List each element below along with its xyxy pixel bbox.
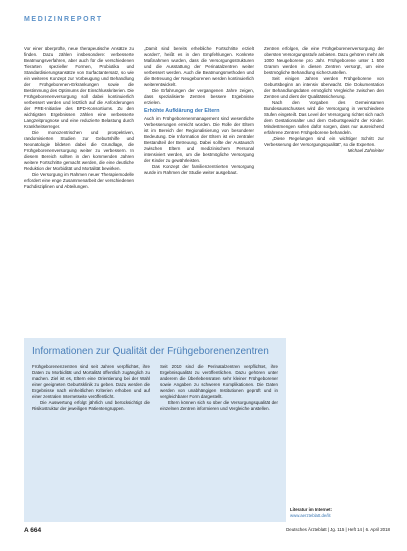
paragraph: Die monozentrischen und prospektiven, randomisierten Studien zur Geburtshilfe und Neonatologie bildeten dabei die Grundlage, die Frühgeborenenversorgung weiter zu verbessern. In diesem Bereich sollten in den kommenden Jahren weitere Fortschritte gemacht werden, die eine deutliche Reduktion der Morbidität und Mortalität bewirken. — [24, 130, 134, 171]
literature-link[interactable]: www.aerzteblatt.de/lit — [290, 512, 331, 518]
literature-label: Literatur im Internet: — [290, 507, 333, 512]
paragraph: Auch im Frühgeborenenmanagement sind wesentliche Verbesserungen erreicht worden. Die Rolle der Eltern ist im Bereich der Regionalisierung von besonderer Bedeutung. Die Information der Eltern ist ein zentraler Bestandteil der Betreuung. Dabei sollte der Austausch zwischen Eltern und medizinischem Personal intensiviert werden, um die bestmögliche Versorgung der Kinder zu gewährleisten. — [144, 116, 254, 163]
paragraph: Seit einigen Jahren werden Frühgeborene von Geburtsbeginn an intensiv überwacht. Die Dokumentation der Behandlungsdaten ermöglicht Vergleiche zwischen den Zentren und dient der Qualitätssicherung. — [264, 76, 384, 99]
paragraph: Vor einer überprüfte, neue therapeutische Ansätze zu finden. Dazu zählen insbesondere: verbesserte Beatmungsverfahren, aber auch für die verschiedenen Tierarten spezieller Formen, Probiotika und Standardisierungsansätze von Surfactantersatz, so wie ein weiteres Konzept zur Vorbeugung und Behandlung der Frühgeborenen-Erkrankungen sowie die Bestimmung des Optimums der Einschlusskriterien. Die Frühgeborenenversorgung soll dabei kontinuierlich verbessert werden und letztlich auf die Anforderungen der PRE-Initiative des BPD-Konsortiums. Zu den wichtigsten Ergebnissen zählen eine verbesserte Langzeitprognose und eine reduzierte Belastung durch Krankheitserreger. — [24, 46, 134, 129]
info-box-column-1 — [32, 364, 150, 412]
section-header: MEDIZINREPORT — [24, 16, 103, 23]
article-column-2 — [144, 46, 254, 176]
journal-citation: Deutsches Ärzteblatt | Jg. 115 | Heft 14 | 6. April 2018 — [286, 527, 390, 532]
literature-box — [290, 507, 390, 518]
page-footer — [0, 527, 407, 547]
paragraph: Frühgeborenenzentren sind seit Jahren verpflichtet, ihre Daten zu Morbidität und Mortalität öffentlich zugänglich zu machen. Ziel ist es, Eltern eine Orientierung bei der Wahl einer geeigneten Geburtsklinik zu geben. Dazu werden die Ergebnisse nach einheitlichen Kriterien erhoben und auf einer zentralen Internetseite veröffentlicht. — [32, 364, 150, 399]
author-signature: Michael Zahnleiter — [347, 148, 384, 153]
paragraph: Die Erfahrungen der vergangenen Jahre zeigen, dass spezialisierte Zentren bessere Ergebnisse erzielen. — [144, 88, 254, 105]
paragraph: Nach den Vorgaben des Gemeinsamen Bundesausschusses wird die Versorgung in verschiedene Stufen eingeteilt. Das Level der Versorgung richtet sich nach dem Gestationsalter und dem Geburtsgewicht der Kinder. Mindestmengen sollen dafür sorgen, dass nur ausreichend erfahrene Zentren Frühgeborene behandeln. — [264, 100, 384, 135]
paragraph: Das Konzept der familienzentrierten Versorgung wurde im Rahmen der Studie weiter ausgebaut. — [144, 164, 254, 175]
article-column-1 — [24, 46, 134, 190]
paragraph: Die Auswertung erfolgt jährlich und berücksichtigt die Risikostruktur der jeweiligen Patientengruppen. — [32, 400, 150, 411]
info-box — [24, 338, 286, 522]
info-box-title: Informationen zur Qualität der Frühgeborenenzentren — [32, 346, 269, 357]
paragraph: Zentren erfolgen, die eine Frühgeborenenversorgung der obersten Versorgungsstufe anbieten. Dazu gehören mehr als 1000 Neugeborene pro Jahr. Frühgeborene unter 1 500 Gramm werden in diesen Zentren versorgt, um eine bestmögliche Behandlung sicherzustellen. — [264, 46, 384, 75]
subheading: Erhöhte Aufklärung der Eltern — [144, 108, 220, 114]
page-number: A 664 — [24, 527, 42, 534]
paragraph: Eltern können sich so über die Versorgungsqualität der einzelnen Zentren informieren und Vergleiche anstellen. — [160, 400, 278, 411]
paragraph: Seit 2010 sind die Perinatalzentren verpflichtet, ihre Ergebnisqualität zu veröffentlichen. Dazu gehören unter anderem die Überlebensraten sehr kleiner Frühgeborener sowie Angaben zu schweren Komplikationen. Die Daten werden von unabhängigen Institutionen geprüft und in vergleichbarer Form dargestellt. — [160, 364, 278, 399]
article-column-3 — [264, 46, 384, 154]
paragraph: „Diese Regelungen sind ein wichtiger Schritt zur Verbesserung der Versorgungsqualität“, so die Experten. — [264, 136, 384, 147]
paragraph: Die Versorgung im Rahmen neuer Therapiemodelle erfordert eine enge Zusammenarbeit der verschiedenen Fachdisziplinen und Abteilungen. — [24, 172, 134, 189]
info-box-column-2 — [160, 364, 278, 412]
paragraph: „Damit sind bereits erhebliche Fortschritte erzielt worden“, heißt es in den Empfehlungen. Konkrete Maßnahmen wurden, dass die Versorgungsstrukturen und die Ausstattung der Perinatalzentren weiter verbessert werden. Auch die Beatmungsmethoden und die Betreuung der Neugeborenen werden kontinuierlich weiterentwickelt. — [144, 46, 254, 87]
